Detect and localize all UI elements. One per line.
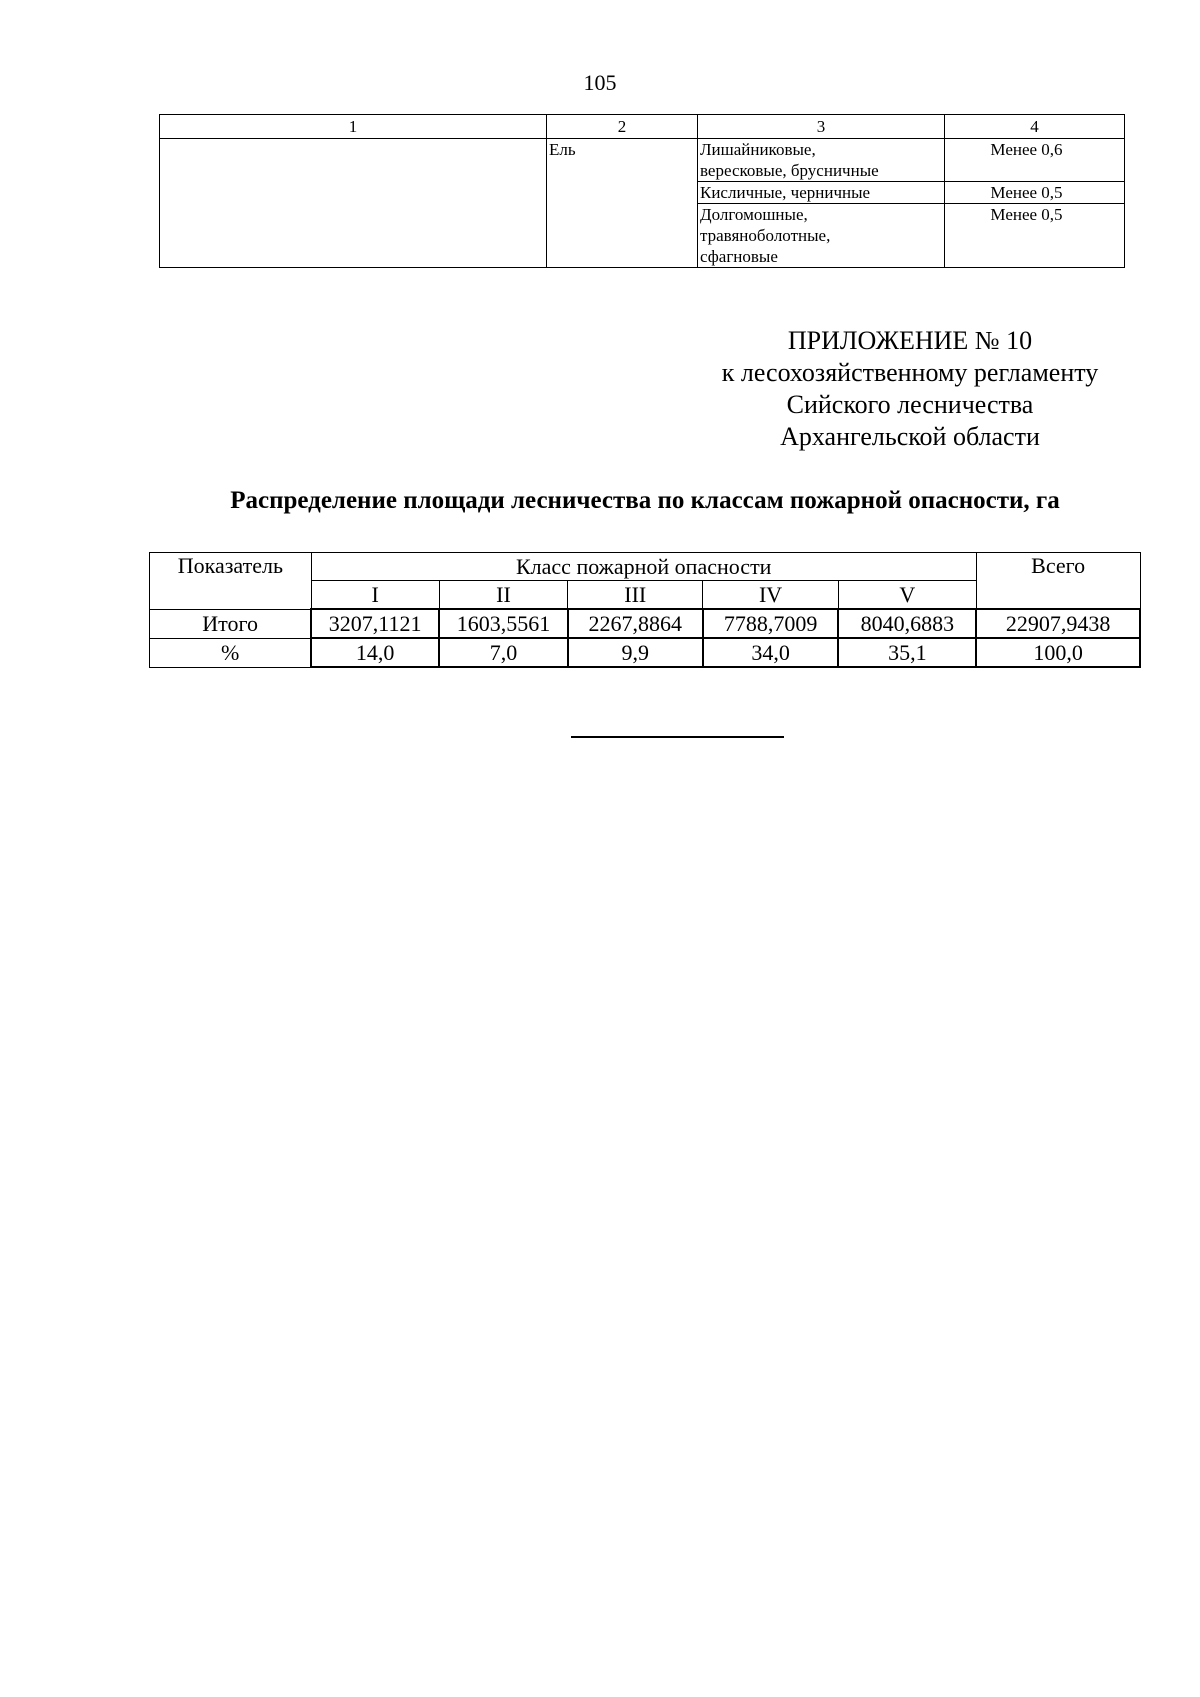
value-cell: 2267,8864: [568, 609, 703, 638]
continuation-table: [159, 114, 1125, 268]
forest-type-line: Долгомошные,: [700, 205, 808, 224]
class-header: II: [439, 581, 568, 610]
forest-type-line: травяноболотные,: [700, 226, 831, 245]
class-header: III: [568, 581, 703, 610]
value-cell: 1603,5561: [439, 609, 568, 638]
value-cell: 8040,6883: [838, 609, 976, 638]
table-row: [150, 609, 1141, 638]
document-title: Распределение площади лесничества по классам пожарной опасности, га: [230, 487, 1060, 514]
value-cell: Менее 0,5: [945, 204, 1125, 268]
column-number: 2: [547, 115, 698, 139]
value-cell: 34,0: [703, 638, 839, 667]
appendix-line: Сийского лесничества: [786, 390, 1034, 419]
total-header: Всего: [976, 553, 1140, 610]
value-cell: 14,0: [311, 638, 439, 667]
row-label: Итого: [150, 609, 312, 638]
row-label: %: [150, 638, 312, 667]
total-cell: 100,0: [976, 638, 1140, 667]
forest-type-line: вересковые, брусничные: [700, 161, 879, 180]
forest-type-line: сфагновые: [700, 247, 778, 266]
table-row: [160, 139, 1125, 182]
table-row: [150, 638, 1141, 667]
page-number: 105: [583, 70, 617, 95]
class-header: I: [311, 581, 439, 610]
appendix-line: ПРИЛОЖЕНИЕ № 10: [787, 326, 1033, 355]
forest-type-cell: [698, 139, 945, 182]
column-number: 1: [160, 115, 547, 139]
class-header: V: [838, 581, 976, 610]
total-cell: 22907,9438: [976, 609, 1140, 638]
appendix-line: Архангельской области: [780, 422, 1040, 451]
forest-type-cell: [698, 182, 945, 204]
fire-danger-table: [149, 552, 1141, 668]
value-cell: 35,1: [838, 638, 976, 667]
forest-type-cell: [698, 204, 945, 268]
table-header-row: [150, 553, 1141, 581]
value-cell: 7788,7009: [703, 609, 839, 638]
forest-type-line: Кисличные, черничные: [700, 183, 871, 202]
value-cell: Менее 0,5: [945, 182, 1125, 204]
empty-cell: [160, 139, 547, 268]
value-cell: Менее 0,6: [945, 139, 1125, 182]
appendix-line: к лесохозяйственному регламенту: [721, 358, 1099, 387]
value-cell: 9,9: [568, 638, 703, 667]
fire-class-header: Класс пожарной опасности: [311, 553, 976, 581]
value-cell: 3207,1121: [311, 609, 439, 638]
end-rule: [571, 736, 784, 738]
indicator-header: Показатель: [150, 553, 312, 610]
column-number: 3: [698, 115, 945, 139]
class-header: IV: [703, 581, 839, 610]
forest-type-line: Лишайниковые,: [700, 140, 816, 159]
table-header-row: [160, 115, 1125, 139]
column-number: 4: [945, 115, 1125, 139]
value-cell: 7,0: [439, 638, 568, 667]
appendix-heading: [680, 325, 1140, 453]
species-cell: Ель: [547, 139, 698, 268]
